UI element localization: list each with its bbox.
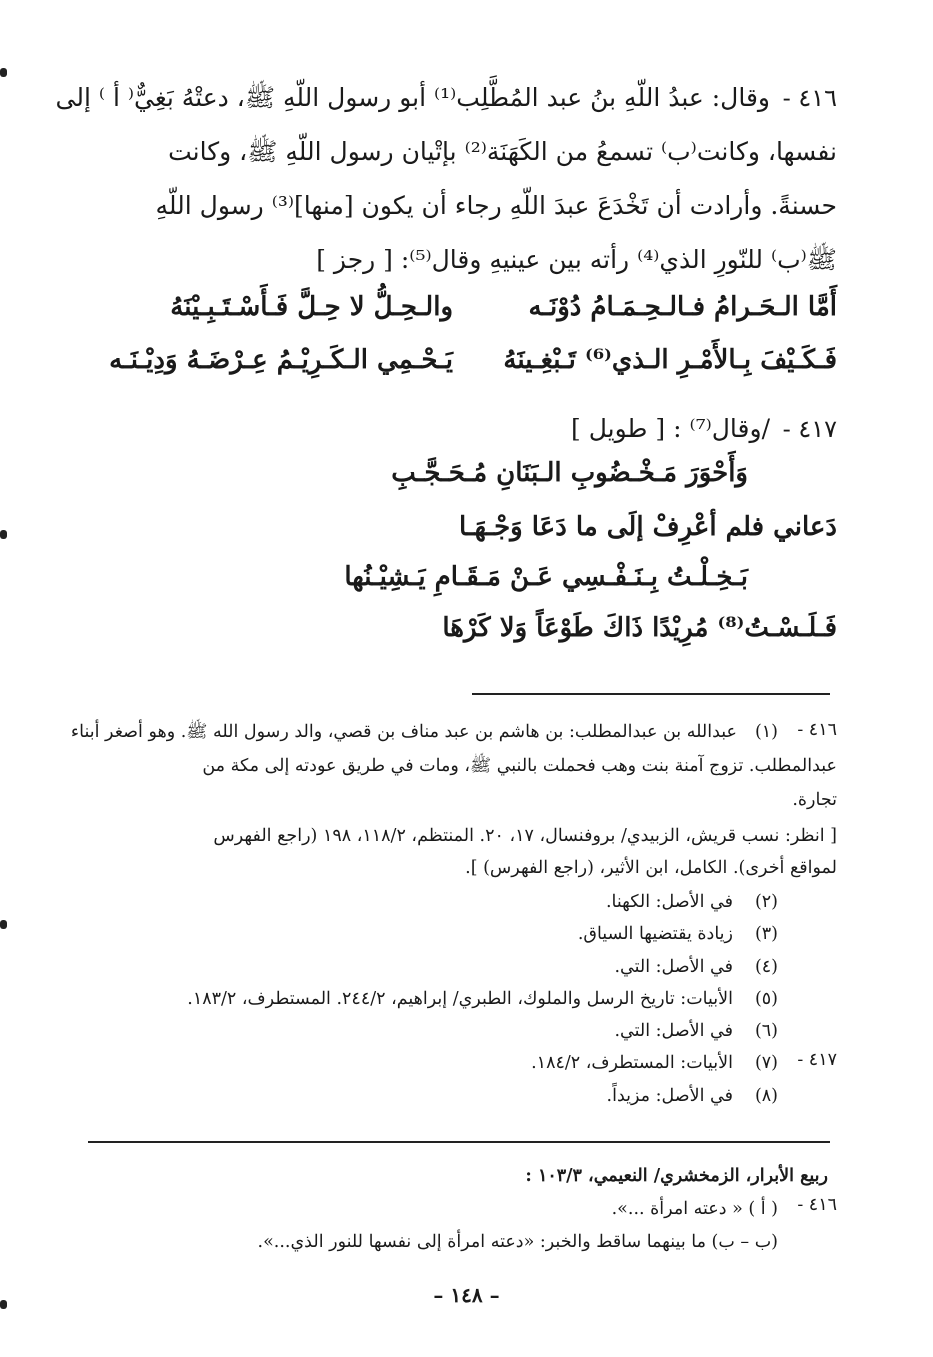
item-number-417: ٤١٧ - — [782, 415, 837, 443]
variant-line-1: ( أ ) « دعته امرأة ...». — [611, 1199, 778, 1219]
footnote-label-7: (٧) — [754, 1053, 778, 1073]
margin-mark — [0, 1300, 7, 1309]
footnote-1-line-2: عبدالمطلب. تزوج آمنة بنت وهب فحملت بالنبي ﷺ، ومات في طريق عودته إلى مكة من — [202, 756, 837, 776]
verse-416-1-left: والـحِـلُّ لا حِـلَّ فَـأَسْـتَـبِـيْنَهُ — [170, 292, 453, 322]
footnote-label-3: (٣) — [754, 924, 778, 944]
verse-416-2-left: يَـحْـمِي الـكَـرِيْـمُ عِـرْضَـهُ وَدِيْـنَـه — [109, 345, 453, 375]
item417-intro: /وقال⁽⁷⁾ : [ طويل ] — [571, 414, 770, 443]
footnote-label-4: (٤) — [754, 957, 778, 977]
item416-line-1: وقال: عبدُ اللّهِ بنُ عبد المُطَّلِب⁽¹⁾ أبو رسول اللّهِ ﷺ، دعتْهُ بَغِيٌّ⁽ أ ⁾ إلى — [55, 83, 770, 112]
page-number: – ١٤٨ – — [433, 1283, 500, 1307]
variants-separator — [88, 1141, 830, 1143]
variants-source: ربيع الأبرار، الزمخشري/ النعيمي، ١٠٣/٣ : — [525, 1166, 828, 1186]
verse-417-2: دَعاني فلم أعْرِفْ إلَى ما دَعَا وَجْـهَـا — [458, 512, 837, 542]
verse-416-1-right: أَمَّا الـحَـرامُ فـالـحِـمَـامُ دُوْنَـه — [528, 292, 837, 322]
footnote-separator — [472, 693, 830, 695]
footnote-text-3: زيادة يقتضيها السياق. — [577, 924, 733, 944]
verse-416-2-right: فَـكَـيْفَ بِـالأَمْـرِ الـذي⁽⁶⁾ تَـبْغِـينَهُ — [503, 345, 837, 375]
verse-417-4: فَـلَـسْـتُ⁽⁸⁾ مُرِيْدًا ذَاكَ طَوْعَاً وَلا كَرْهَا — [442, 613, 837, 643]
margin-mark — [0, 530, 7, 539]
footnote-1-source-1: [ انظر: نسب قريش، الزبيدي/ بروفنسال، ١٧، ٢٠. المنتظم، ١١٨/٢، ١٩٨ (راجع الفهرس — [213, 826, 837, 846]
margin-mark — [0, 920, 7, 929]
item416-line-3: حسنةً. وأرادت أن تَخْدَعَ عبدَ اللّهِ رجاء أن يكون [منها]⁽³⁾ رسول اللّهِ — [155, 191, 837, 220]
footnote-1-source-2: لمواقع أخرى). الكامل، ابن الأثير، (راجع الفهرس) ]. — [465, 858, 837, 878]
footnote-ref-417: ٤١٧ - — [797, 1050, 837, 1070]
verse-417-1: وَأَحْوَرَ مَـخْـضُوبِ الـبَنَانِ مُـحَـجَّـبِ — [391, 458, 748, 488]
footnote-label-1: (١) — [754, 722, 778, 742]
item416-line-2: نفسها، وكانت⁽ب⁾ تسمعُ من الكَهَنَة⁽²⁾ بإتْيان رسول اللّهِ ﷺ، وكانت — [168, 137, 837, 166]
footnote-ref-416: ٤١٦ - — [797, 720, 837, 740]
footnote-text-2: في الأصل: الكهنا. — [605, 892, 733, 912]
footnote-text-7: الأبيات: المستطرف، ١٨٤/٢. — [531, 1053, 733, 1073]
item416-line-4: ﷺ⁽ب⁾ للنّورِ الذي⁽⁴⁾ رأته بين عينيهِ وقال⁽⁵⁾: [ رجز ] — [316, 245, 837, 274]
footnote-1-line-3: تجارة. — [792, 790, 837, 810]
footnote-1-line-1: عبدالله بن عبدالمطلب: بن هاشم بن عبد مناف بن قصي، والد رسول الله ﷺ. وهو أصغر أبناء — [70, 722, 737, 742]
footnote-label-8: (٨) — [754, 1086, 778, 1106]
verse-417-3: بَـخِـلْـتُ بِـنَـفْـسِي عَـنْ مَـقَـامِ يَـشِيْـنُها — [344, 562, 748, 592]
variants-ref-416: ٤١٦ - — [797, 1195, 837, 1215]
footnote-label-2: (٢) — [754, 892, 778, 912]
footnote-text-5: الأبيات: تاريخ الرسل والملوك، الطبري/ إبراهيم، ٢٤٤/٢. المستطرف، ١٨٣/٢. — [187, 989, 733, 1009]
footnote-text-8: في الأصل: مزيداً. — [606, 1086, 733, 1106]
footnote-text-6: في الأصل: التي. — [614, 1021, 733, 1041]
margin-mark — [0, 68, 7, 77]
footnote-text-4: في الأصل: التي. — [614, 957, 733, 977]
item-number-416: ٤١٦ - — [782, 84, 837, 112]
footnote-label-6: (٦) — [754, 1021, 778, 1041]
footnote-label-5: (٥) — [754, 989, 778, 1009]
variant-line-2: (ب – ب) ما بينهما ساقط والخبر: «دعته امرأة إلى نفسها للنور الذي...». — [257, 1232, 778, 1252]
